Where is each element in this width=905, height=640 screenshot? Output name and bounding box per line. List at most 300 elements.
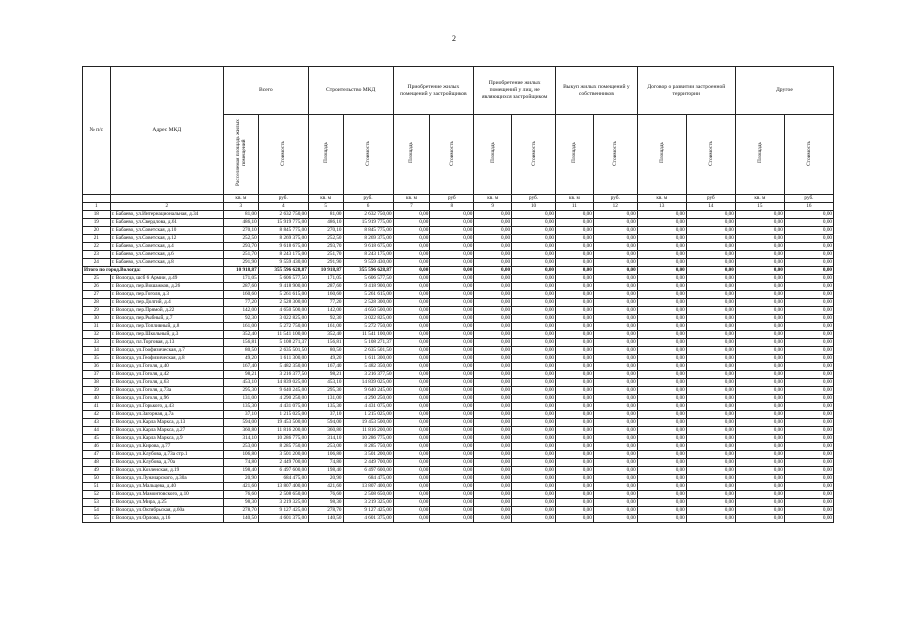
zero-value-cell: 0,00 [556,363,594,371]
unit-cell-empty [110,195,223,203]
zero-value-cell: 0,00 [637,475,686,483]
zero-value-cell: 0,00 [637,411,686,419]
zero-value-cell: 0,00 [474,291,512,299]
row-address: г. Бабаево, ул.Советская, д.4 [110,243,223,251]
zero-value-cell: 0,00 [474,307,512,315]
build-cost: 4 650 500,00 [343,307,393,315]
build-cost: 11 816 200,00 [343,427,393,435]
build-cost: 5 261 615,00 [343,291,393,299]
zero-value-cell: 0,00 [430,499,474,507]
total-area: 37,10 [223,411,258,419]
row-number: 50 [83,475,111,483]
row-number: 26 [83,283,111,291]
zero-value-cell: 0,00 [556,267,594,275]
zero-value-cell: 0,00 [474,387,512,395]
zero-value-cell: 0,00 [430,467,474,475]
row-number: 36 [83,363,111,371]
build-area: 80,50 [308,347,343,355]
zero-value-cell: 0,00 [593,355,637,363]
total-area: 167,40 [223,363,258,371]
zero-value-cell: 0,00 [593,291,637,299]
zero-value-cell: 0,00 [556,299,594,307]
build-cost: 13 807 400,00 [343,483,393,491]
zero-value-cell: 0,00 [784,299,833,307]
zero-value-cell: 0,00 [735,227,784,235]
total-cost: 9 127 425,00 [258,507,308,515]
zero-value-cell: 0,00 [735,515,784,523]
zero-value-cell: 0,00 [430,243,474,251]
zero-value-cell: 0,00 [735,427,784,435]
build-area: 142,00 [308,307,343,315]
zero-value-cell: 0,00 [784,243,833,251]
total-area: 20,90 [223,475,258,483]
zero-value-cell: 0,00 [637,299,686,307]
row-address: г. Вологда, ул.Загорная, д.7а [110,411,223,419]
zero-value-cell: 0,00 [784,475,833,483]
zero-value-cell: 0,00 [637,275,686,283]
build-cost: 2 449 700,00 [343,459,393,467]
zero-value-cell: 0,00 [512,491,556,499]
zero-value-cell: 0,00 [593,275,637,283]
zero-value-cell: 0,00 [593,331,637,339]
header-vertical-cell [474,115,512,195]
zero-value-cell: 0,00 [637,443,686,451]
total-area: 594,00 [223,419,258,427]
zero-value-cell: 0,00 [686,515,735,523]
table-row [83,459,834,467]
header-group: Договор о развитии застроенной территории [637,67,735,115]
zero-value-cell: 0,00 [637,211,686,219]
zero-value-cell: 0,00 [735,403,784,411]
build-cost: 9 127 425,00 [343,507,393,515]
zero-value-cell: 0,00 [474,379,512,387]
header-vertical-cell [593,115,637,195]
zero-value-cell: 0,00 [474,419,512,427]
column-number: 5 [308,203,343,211]
table-row [83,507,834,515]
zero-value-cell: 0,00 [556,371,594,379]
zero-value-cell: 0,00 [735,307,784,315]
zero-value-cell: 0,00 [512,507,556,515]
header-vertical-cell [393,115,430,195]
zero-value-cell: 0,00 [512,475,556,483]
table-row [83,387,834,395]
total-cost: 684 475,00 [258,475,308,483]
zero-value-cell: 0,00 [512,211,556,219]
zero-value-cell: 0,00 [430,507,474,515]
build-cost: 9 418 900,00 [343,283,393,291]
zero-value-cell: 0,00 [474,427,512,435]
table-row [83,211,834,219]
row-address: г. Вологда, ул.Горького, д.43 [110,403,223,411]
build-cost: 1 611 300,00 [343,355,393,363]
zero-value-cell: 0,00 [735,387,784,395]
zero-value-cell: 0,00 [784,435,833,443]
zero-value-cell: 0,00 [637,315,686,323]
zero-value-cell: 0,00 [430,291,474,299]
total-area: 131,00 [223,395,258,403]
zero-value-cell: 0,00 [735,443,784,451]
zero-value-cell: 0,00 [686,259,735,267]
total-area: 81,00 [223,211,258,219]
zero-value-cell: 0,00 [735,371,784,379]
zero-value-cell: 0,00 [393,275,430,283]
zero-value-cell: 0,00 [430,275,474,283]
row-address: г. Вологда, пер.Гоголя, д.3 [110,291,223,299]
zero-value-cell: 0,00 [556,331,594,339]
zero-value-cell: 0,00 [784,235,833,243]
row-address: г. Вологда, ул.Гоофизическая, д.7 [110,347,223,355]
zero-value-cell: 0,00 [686,299,735,307]
zero-value-cell: 0,00 [735,251,784,259]
zero-value-cell: 0,00 [393,491,430,499]
build-cost: 9 618 675,00 [343,243,393,251]
zero-value-cell: 0,00 [637,283,686,291]
zero-value-cell: 0,00 [735,435,784,443]
build-cost: 2 635 501,50 [343,347,393,355]
row-number: 42 [83,411,111,419]
zero-value-cell: 0,00 [637,483,686,491]
build-area: 92,30 [308,315,343,323]
row-number: 52 [83,491,111,499]
column-number: 9 [474,203,512,211]
zero-value-cell: 0,00 [784,419,833,427]
table-row [83,483,834,491]
header-group: Всего [223,67,308,115]
zero-value-cell: 0,00 [393,475,430,483]
total-area: 352,40 [223,331,258,339]
row-address: г. Вологда, ул.Козленская, д.19 [110,467,223,475]
total-area: 77,20 [223,299,258,307]
zero-value-cell: 0,00 [686,435,735,443]
zero-value-cell: 0,00 [784,331,833,339]
row-address: г. Вологда, ул.Мира, д.25 [110,499,223,507]
zero-value-cell: 0,00 [430,339,474,347]
zero-value-cell: 0,00 [593,259,637,267]
zero-value-cell: 0,00 [735,379,784,387]
zero-value-cell: 0,00 [512,339,556,347]
zero-value-cell: 0,00 [393,427,430,435]
zero-value-cell: 0,00 [556,459,594,467]
zero-value-cell: 0,00 [512,499,556,507]
zero-value-cell: 0,00 [474,443,512,451]
zero-value-cell: 0,00 [393,323,430,331]
zero-value-cell: 0,00 [556,339,594,347]
total-cost: 13 807 400,00 [258,483,308,491]
zero-value-cell: 0,00 [593,315,637,323]
table-row [83,403,834,411]
table-row [83,315,834,323]
build-area: 360,80 [308,427,343,435]
zero-value-cell: 0,00 [593,347,637,355]
build-area: 287,60 [308,283,343,291]
table-row [83,347,834,355]
table-row [83,371,834,379]
zero-value-cell: 0,00 [593,307,637,315]
row-number: 38 [83,379,111,387]
zero-value-cell: 0,00 [430,259,474,267]
zero-value-cell: 0,00 [784,307,833,315]
row-number: 27 [83,291,111,299]
zero-value-cell: 0,00 [593,339,637,347]
zero-value-cell: 0,00 [430,323,474,331]
build-cost: 19 453 500,00 [343,419,393,427]
build-area: 74,80 [308,459,343,467]
zero-value-cell: 0,00 [512,251,556,259]
zero-value-cell: 0,00 [735,219,784,227]
zero-value-cell: 0,00 [784,339,833,347]
resettlement-table [82,66,834,523]
build-area: 37,10 [308,411,343,419]
table-row [83,419,834,427]
header-vertical-cell [430,115,474,195]
total-cost: 1 215 025,00 [258,411,308,419]
build-cost: 5 272 750,00 [343,323,393,331]
total-cost: 9 640 245,00 [258,387,308,395]
zero-value-cell: 0,00 [556,323,594,331]
zero-value-cell: 0,00 [593,283,637,291]
header-group: Строительство МКД [308,67,393,115]
zero-value-cell: 0,00 [556,419,594,427]
build-cost: 5 482 350,00 [343,363,393,371]
zero-value-cell: 0,00 [474,435,512,443]
zero-value-cell: 0,00 [474,515,512,523]
zero-value-cell: 0,00 [512,419,556,427]
build-area: 156,81 [308,339,343,347]
row-number: 55 [83,515,111,523]
zero-value-cell: 0,00 [735,275,784,283]
zero-value-cell: 0,00 [430,235,474,243]
build-area: 594,00 [308,419,343,427]
unit-cell: руб. [512,195,556,203]
unit-cell: руб [686,195,735,203]
build-area: 131,00 [308,395,343,403]
zero-value-cell: 0,00 [593,443,637,451]
zero-value-cell: 0,00 [393,211,430,219]
zero-value-cell: 0,00 [512,243,556,251]
zero-value-cell: 0,00 [637,507,686,515]
zero-value-cell: 0,00 [474,355,512,363]
zero-value-cell: 0,00 [512,267,556,275]
zero-value-cell: 0,00 [637,323,686,331]
row-number: 18 [83,211,111,219]
zero-value-cell: 0,00 [735,475,784,483]
zero-value-cell: 0,00 [593,251,637,259]
zero-value-cell: 0,00 [593,219,637,227]
total-cost: 8 285 750,00 [258,443,308,451]
header-group: Другое [735,67,833,115]
zero-value-cell: 0,00 [686,443,735,451]
zero-value-cell: 0,00 [393,371,430,379]
zero-value-cell: 0,00 [556,283,594,291]
build-cost: 15 919 775,00 [343,219,393,227]
total-area: 161,00 [223,323,258,331]
total-cost: 11 816 200,00 [258,427,308,435]
subtotal-row [83,267,834,275]
build-cost: 8 243 175,00 [343,251,393,259]
row-number: 44 [83,427,111,435]
total-area: 251,70 [223,251,258,259]
build-area: 135,30 [308,403,343,411]
table-row [83,259,834,267]
zero-value-cell: 0,00 [556,395,594,403]
zero-value-cell: 0,00 [637,307,686,315]
zero-value-cell: 0,00 [430,251,474,259]
total-cost: 11 541 100,00 [258,331,308,339]
zero-value-cell: 0,00 [593,459,637,467]
row-number: 35 [83,355,111,363]
zero-value-cell: 0,00 [430,315,474,323]
header-vertical-label: Стоимость [707,140,714,166]
table-row [83,451,834,459]
zero-value-cell: 0,00 [784,499,833,507]
table-row [83,227,834,235]
zero-value-cell: 0,00 [637,467,686,475]
column-number: 11 [556,203,594,211]
unit-cell: руб. [593,195,637,203]
header-group: Выкуп жилых помещений у собственников [556,67,638,115]
zero-value-cell: 0,00 [735,347,784,355]
zero-value-cell: 0,00 [556,435,594,443]
zero-value-cell: 0,00 [735,315,784,323]
zero-value-cell: 0,00 [784,491,833,499]
zero-value-cell: 0,00 [735,211,784,219]
zero-value-cell: 0,00 [474,299,512,307]
zero-value-cell: 0,00 [430,211,474,219]
zero-value-cell: 0,00 [784,427,833,435]
column-number: 10 [512,203,556,211]
column-number: 1 [83,203,111,211]
zero-value-cell: 0,00 [686,267,735,275]
zero-value-cell: 0,00 [512,411,556,419]
build-area: 98,21 [308,371,343,379]
zero-value-cell: 0,00 [556,499,594,507]
zero-value-cell: 0,00 [593,467,637,475]
header-vertical-label: Площадь [756,142,763,164]
table-row [83,363,834,371]
zero-value-cell: 0,00 [593,403,637,411]
header-vertical-label: Стоимость [448,140,455,166]
zero-value-cell: 0,00 [593,243,637,251]
zero-value-cell: 0,00 [430,491,474,499]
row-number: 39 [83,387,111,395]
zero-value-cell: 0,00 [512,219,556,227]
zero-value-cell: 0,00 [637,515,686,523]
row-number: 25 [83,275,111,283]
row-number: 33 [83,339,111,347]
row-address: г. Вологда, ул.Октябрьская, д.60а [110,507,223,515]
header-vertical-cell [512,115,556,195]
zero-value-cell: 0,00 [686,491,735,499]
zero-value-cell: 0,00 [784,443,833,451]
build-cost: 9 559 430,00 [343,259,393,267]
zero-value-cell: 0,00 [393,459,430,467]
total-cost: 5 108 271,37 [258,339,308,347]
zero-value-cell: 0,00 [474,339,512,347]
header-group-row [83,67,834,115]
zero-value-cell: 0,00 [593,491,637,499]
zero-value-cell: 0,00 [735,267,784,275]
zero-value-cell: 0,00 [686,395,735,403]
row-address: г. Вологда, шсб 6 Армии, д.49 [110,275,223,283]
zero-value-cell: 0,00 [430,451,474,459]
zero-value-cell: 0,00 [393,347,430,355]
zero-value-cell: 0,00 [637,403,686,411]
zero-value-cell: 0,00 [784,227,833,235]
zero-value-cell: 0,00 [784,291,833,299]
row-address: г. Вологда, пер.Школьный, д.3 [110,331,223,339]
zero-value-cell: 0,00 [430,435,474,443]
zero-value-cell: 0,00 [512,443,556,451]
total-cost: 4 431 075,00 [258,403,308,411]
row-address: г. Вологда, ул.Гоголя, д.42 [110,371,223,379]
zero-value-cell: 0,00 [637,451,686,459]
row-address: г. Вологда, ул.Кирова, д.77 [110,443,223,451]
zero-value-cell: 0,00 [686,243,735,251]
zero-value-cell: 0,00 [393,251,430,259]
row-address: г. Вологда, ул.Мамонтовского, д.10 [110,491,223,499]
zero-value-cell: 0,00 [686,291,735,299]
total-area: 270,10 [223,227,258,235]
zero-value-cell: 0,00 [474,499,512,507]
build-cost: 3 501 200,00 [343,451,393,459]
zero-value-cell: 0,00 [430,403,474,411]
total-cost: 8 269 375,00 [258,235,308,243]
total-cost: 19 453 500,00 [258,419,308,427]
zero-value-cell: 0,00 [686,427,735,435]
zero-value-cell: 0,00 [735,235,784,243]
zero-value-cell: 0,00 [637,219,686,227]
zero-value-cell: 0,00 [556,467,594,475]
zero-value-cell: 0,00 [686,235,735,243]
zero-value-cell: 0,00 [593,211,637,219]
zero-value-cell: 0,00 [393,499,430,507]
zero-value-cell: 0,00 [686,219,735,227]
zero-value-cell: 0,00 [393,259,430,267]
zero-value-cell: 0,00 [637,395,686,403]
zero-value-cell: 0,00 [593,363,637,371]
row-number: 24 [83,259,111,267]
zero-value-cell: 0,00 [474,211,512,219]
total-area: 453,10 [223,379,258,387]
zero-value-cell: 0,00 [512,235,556,243]
zero-value-cell: 0,00 [430,387,474,395]
zero-value-cell: 0,00 [556,403,594,411]
zero-value-cell: 0,00 [735,331,784,339]
zero-value-cell: 0,00 [784,283,833,291]
zero-value-cell: 0,00 [735,323,784,331]
zero-value-cell: 0,00 [512,451,556,459]
zero-value-cell: 0,00 [593,507,637,515]
row-address: г. Вологда, ул.Карла Маркса, д.9 [110,435,223,443]
header-vertical-label: Площадь [322,142,329,164]
column-number: 16 [784,203,833,211]
zero-value-cell: 0,00 [784,403,833,411]
row-number: 22 [83,243,111,251]
header-vertical-label: Площадь [408,142,415,164]
total-cost: 4 650 500,00 [258,307,308,315]
row-address: г. Бабаево, ул.Свердлова, д.61 [110,219,223,227]
header-vertical-cell [637,115,686,195]
total-cost: 3 501 200,00 [258,451,308,459]
zero-value-cell: 0,00 [637,419,686,427]
header-vertical-cell [784,115,833,195]
row-number: 19 [83,219,111,227]
zero-value-cell: 0,00 [735,355,784,363]
row-number: 28 [83,299,111,307]
build-area: 140,50 [308,515,343,523]
row-address: г. Вологда, пер.Топливный, д.8 [110,323,223,331]
